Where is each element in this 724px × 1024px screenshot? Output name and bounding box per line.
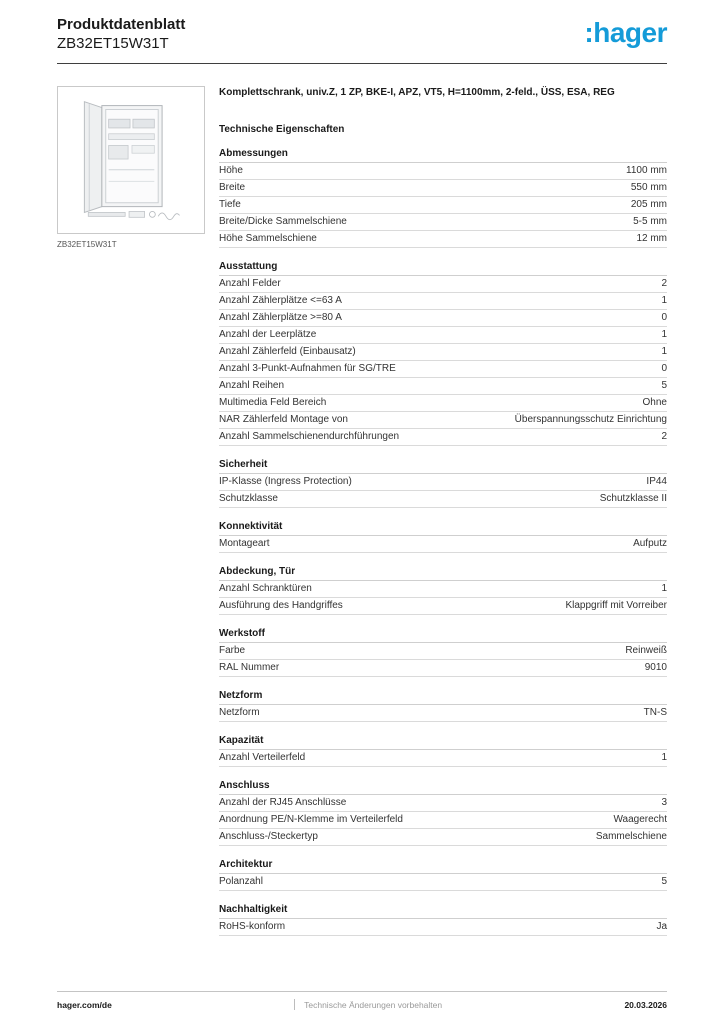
footer-divider xyxy=(294,999,295,1010)
spec-value: Ohne xyxy=(642,397,667,408)
footer-center xyxy=(112,999,625,1010)
spec-section xyxy=(219,566,667,615)
spec-row xyxy=(219,361,667,378)
header-titles xyxy=(57,16,185,53)
spec-section xyxy=(219,904,667,936)
hager-logo: :hager xyxy=(584,17,667,48)
footer-note: Technische Änderungen vorbehalten xyxy=(304,999,443,1010)
spec-value: 1 xyxy=(661,346,667,357)
section-title: Ausstattung xyxy=(219,261,667,276)
spec-row xyxy=(219,214,667,231)
section-title: Sicherheit xyxy=(219,459,667,474)
spec-value: 205 mm xyxy=(630,199,667,210)
spec-row xyxy=(219,231,667,248)
spec-value: 550 mm xyxy=(630,182,667,193)
spec-label: RoHS-konform xyxy=(219,921,286,932)
product-image-caption: ZB32ET15W31T xyxy=(57,240,117,249)
spec-section xyxy=(219,148,667,248)
spec-label: Höhe xyxy=(219,165,243,176)
spec-row xyxy=(219,812,667,829)
spec-label: Polanzahl xyxy=(219,876,263,887)
tech-properties-heading: Technische Eigenschaften xyxy=(219,124,345,135)
spec-sections xyxy=(219,148,667,936)
spec-value: 1100 mm xyxy=(626,165,667,176)
spec-row xyxy=(219,378,667,395)
product-image xyxy=(57,86,205,234)
main-content xyxy=(57,86,667,936)
spec-row xyxy=(219,643,667,660)
spec-value: 0 xyxy=(661,363,667,374)
spec-label: Breite xyxy=(219,182,246,193)
spec-section xyxy=(219,690,667,722)
product-image-column xyxy=(57,86,205,936)
spec-section xyxy=(219,859,667,891)
spec-label: Anschluss-/Steckertyp xyxy=(219,831,318,842)
spec-section xyxy=(219,459,667,508)
section-title: Architektur xyxy=(219,859,667,874)
spec-row xyxy=(219,395,667,412)
spec-row xyxy=(219,750,667,767)
spec-value: 2 xyxy=(661,431,667,442)
spec-label: RAL Nummer xyxy=(219,662,280,673)
spec-row xyxy=(219,581,667,598)
spec-value: 5-5 mm xyxy=(633,216,667,227)
section-title: Anschluss xyxy=(219,780,667,795)
spec-label: Farbe xyxy=(219,645,246,656)
spec-value: Klappgriff mit Vorreiber xyxy=(565,600,667,611)
spec-label: Tiefe xyxy=(219,199,241,210)
spec-value: 2 xyxy=(661,278,667,289)
spec-row xyxy=(219,795,667,812)
section-title: Kapazität xyxy=(219,735,667,750)
spec-value: 0 xyxy=(661,312,667,323)
section-title: Nachhaltigkeit xyxy=(219,904,667,919)
spec-row xyxy=(219,705,667,722)
spec-label: Anzahl Felder xyxy=(219,278,281,289)
spec-label: Anzahl 3-Punkt-Aufnahmen für SG/TRE xyxy=(219,363,396,374)
spec-section xyxy=(219,521,667,553)
spec-section xyxy=(219,735,667,767)
spec-label: NAR Zählerfeld Montage von xyxy=(219,414,348,425)
spec-label: Ausführung des Handgriffes xyxy=(219,600,343,611)
spec-value: 1 xyxy=(661,583,667,594)
spec-value: Reinweiß xyxy=(625,645,667,656)
spec-value: IP44 xyxy=(646,476,667,487)
spec-value: 3 xyxy=(661,797,667,808)
spec-row xyxy=(219,327,667,344)
spec-label: Höhe Sammelschiene xyxy=(219,233,317,244)
section-title: Werkstoff xyxy=(219,628,667,643)
page-header xyxy=(57,16,667,64)
spec-label: Anzahl Reihen xyxy=(219,380,285,391)
spec-label: Anzahl Sammelschienendurchführungen xyxy=(219,431,400,442)
section-title: Konnektivität xyxy=(219,521,667,536)
spec-label: IP-Klasse (Ingress Protection) xyxy=(219,476,352,487)
spec-label: Netzform xyxy=(219,707,260,718)
spec-value: Schutzklasse II xyxy=(599,493,667,504)
spec-value: TN-S xyxy=(643,707,667,718)
footer-site-link: hager.com/de xyxy=(57,999,112,1010)
spec-label: Anzahl der RJ45 Anschlüsse xyxy=(219,797,347,808)
spec-row xyxy=(219,874,667,891)
spec-label: Multimedia Feld Bereich xyxy=(219,397,327,408)
spec-label: Anzahl der Leerplätze xyxy=(219,329,317,340)
spec-value: Ja xyxy=(656,921,667,932)
spec-label: Anzahl Zählerplätze <=63 A xyxy=(219,295,342,306)
spec-row xyxy=(219,660,667,677)
spec-label: Anzahl Schranktüren xyxy=(219,583,312,594)
cabinet-drawing-icon xyxy=(63,92,199,228)
spec-value: 5 xyxy=(661,380,667,391)
section-title: Netzform xyxy=(219,690,667,705)
spec-row xyxy=(219,276,667,293)
spec-row xyxy=(219,412,667,429)
spec-row xyxy=(219,344,667,361)
spec-row xyxy=(219,598,667,615)
spec-value: 12 mm xyxy=(636,233,667,244)
spec-section xyxy=(219,780,667,846)
spec-value: Sammelschiene xyxy=(595,831,667,842)
spec-value: Überspannungsschutz Einrichtung xyxy=(514,414,667,425)
spec-value: 5 xyxy=(661,876,667,887)
spec-label: Schutzklasse xyxy=(219,493,278,504)
spec-value: 1 xyxy=(661,752,667,763)
spec-label: Breite/Dicke Sammelschiene xyxy=(219,216,347,227)
spec-row xyxy=(219,491,667,508)
spec-row xyxy=(219,429,667,446)
spec-section xyxy=(219,261,667,446)
spec-value: 9010 xyxy=(644,662,667,673)
spec-label: Anzahl Zählerplätze >=80 A xyxy=(219,312,342,323)
spec-value: Aufputz xyxy=(633,538,667,549)
section-title: Abmessungen xyxy=(219,148,667,163)
spec-column xyxy=(219,86,667,936)
spec-row xyxy=(219,310,667,327)
section-title: Abdeckung, Tür xyxy=(219,566,667,581)
spec-row xyxy=(219,474,667,491)
spec-row xyxy=(219,919,667,936)
product-title: Komplettschrank, univ.Z, 1 ZP, BKE-I, APZ, VT5, H=1100mm, 2-feld., ÜSS, ESA, REG xyxy=(219,87,615,98)
product-code: ZB32ET15W31T xyxy=(57,35,169,52)
page-footer xyxy=(57,991,667,1010)
spec-row xyxy=(219,293,667,310)
footer-date: 20.03.2026 xyxy=(624,999,667,1010)
spec-row xyxy=(219,163,667,180)
spec-row xyxy=(219,829,667,846)
spec-label: Anordnung PE/N-Klemme im Verteilerfeld xyxy=(219,814,403,825)
spec-section xyxy=(219,628,667,677)
spec-value: Waagerecht xyxy=(613,814,667,825)
spec-value: 1 xyxy=(661,295,667,306)
spec-row xyxy=(219,536,667,553)
spec-label: Anzahl Verteilerfeld xyxy=(219,752,306,763)
spec-label: Anzahl Zählerfeld (Einbausatz) xyxy=(219,346,356,357)
spec-row xyxy=(219,180,667,197)
page-title: Produktdatenblatt xyxy=(57,16,186,33)
spec-row xyxy=(219,197,667,214)
spec-value: 1 xyxy=(661,329,667,340)
spec-label: Montageart xyxy=(219,538,270,549)
